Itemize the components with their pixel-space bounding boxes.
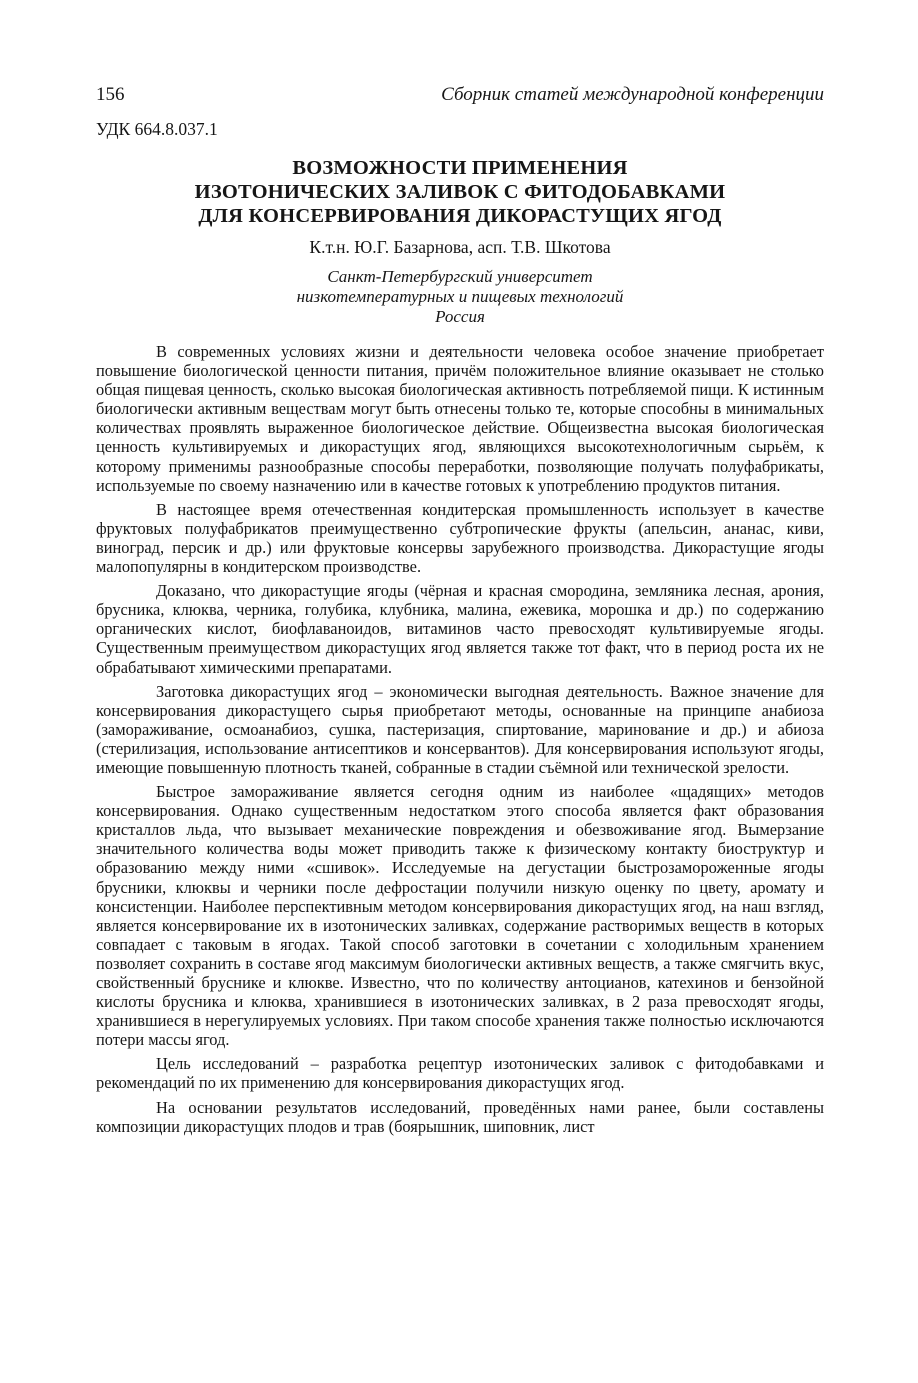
- affiliation: [96, 267, 824, 327]
- article-body: [96, 342, 824, 1136]
- body-paragraph: В современных условиях жизни и деятельности человека особое значение приобретает повышение биологической ценности питания, причём положительное влияние оказывает не столько общая пищевая ценность, сколько высокая биологическая активность потребляемой пищи. К истинным биологически активным веществам могут быть отнесены только те, которые способны в минимальных количествах проявлять выраженное биологическое действие. Общеизвестна высокая биологическая ценность культивируемых и дикорастущих ягод, являющихся высокотехнологичным сырьём, к которому применимы разнообразные способы переработки, позволяющие получать полуфабрикаты, используемые по своему назначению или в качестве готовых к употреблению продуктов питания.: [96, 342, 824, 495]
- title-line: ВОЗМОЖНОСТИ ПРИМЕНЕНИЯ: [292, 157, 628, 179]
- page-number: 156: [96, 84, 125, 105]
- affiliation-line: Санкт-Петербургский университет: [327, 267, 593, 286]
- title-line: ДЛЯ КОНСЕРВИРОВАНИЯ ДИКОРАСТУЩИХ ЯГОД: [198, 205, 722, 227]
- journal-page: [96, 78, 824, 1141]
- page-header: [96, 78, 824, 112]
- authors: К.т.н. Ю.Г. Базарнова, асп. Т.В. Шкотова: [309, 237, 611, 257]
- body-paragraph: В настоящее время отечественная кондитерская промышленность использует в качестве фруктовых полуфабрикатов преимущественно субтропические фрукты (апельсин, ананас, киви, виноград, персик и др.) или фруктовые консервы зарубежного производства. Дикорастущие ягоды малопопулярны в кондитерском производстве.: [96, 499, 824, 577]
- affiliation-line: Россия: [435, 307, 485, 326]
- title-line: ИЗОТОНИЧЕСКИХ ЗАЛИВОК С ФИТОДОБАВКАМИ: [194, 181, 726, 203]
- body-paragraph: Быстрое замораживание является сегодня одним из наиболее «щадящих» методов консервирования. Однако существенным недостатком этого способа является факт образования кристаллов льда, что вызывает механические повреждения и обезвоживание ягод. Вымерзание значительного количества воды может приводить также к физическому контакту биоструктур и образованию между ними «сшивок». Исследуемые на дегустации быстрозамороженные ягоды брусники, клюквы и черники после дефростации получили низкую оценку по цвету, аромату и консистенции. Наиболее перспективным методом консервирования дикорастущих ягод, на наш взгляд, является консервирование их в изотонических заливках, содержание растворимых веществ в которых совпадает с таковым в ягодах. Такой способ заготовки в сочетании с холодильным хранением позволяет сохранить в составе ягод максимум биологически активных веществ, а также смягчить вкус, свойственный бруснике и клюкве. Известно, что по количеству антоцианов, катехинов и бензойной кислоты брусника и клюква, хранившиеся в изотонических заливках, в 2 раза превосходят ягоды, хранившиеся в нерегулируемых условиях. При таком способе хранения также полностью исключаются потери массы ягод.: [96, 782, 824, 1050]
- body-paragraph: Доказано, что дикорастущие ягоды (чёрная и красная смородина, земляника лесная, арония, брусника, клюква, черника, голубика, клубника, малина, ежевика, морошка и др.) по содержанию органических кислот, биофлаваноидов, витаминов часто превосходят культивируемые ягоды. Существенным преимуществом дикорастущих ягод является также тот факт, что в период роста их не обрабатывают химическими препаратами.: [96, 581, 824, 677]
- udk-code: УДК 664.8.037.1: [96, 119, 218, 139]
- article-title: [96, 156, 824, 228]
- affiliation-line: низкотемпературных и пищевых технологий: [296, 287, 624, 306]
- body-paragraph: На основании результатов исследований, проведённых нами ранее, были составлены композиции дикорастущих плодов и трав (боярышник, шиповник, лист: [96, 1097, 824, 1136]
- body-paragraph: Заготовка дикорастущих ягод – экономически выгодная деятельность. Важное значение для консервирования дикорастущего сырья приобретают методы, основанные на принципе анабиоза (замораживание, осмоанабиоз, сушка, пастеризация, спиртование, маринование и др.) и абиоза (стерилизация, использование антисептиков и консервантов). Для консервирования используют ягоды, имеющие повышенную плотность тканей, собранные в стадии съёмной или технической зрелости.: [96, 681, 824, 777]
- body-paragraph: Цель исследований – разработка рецептур изотонических заливок с фитодобавками и рекомендаций по их применению для консервирования дикорастущих ягод.: [96, 1054, 824, 1093]
- running-head: Сборник статей международной конференции: [441, 84, 824, 105]
